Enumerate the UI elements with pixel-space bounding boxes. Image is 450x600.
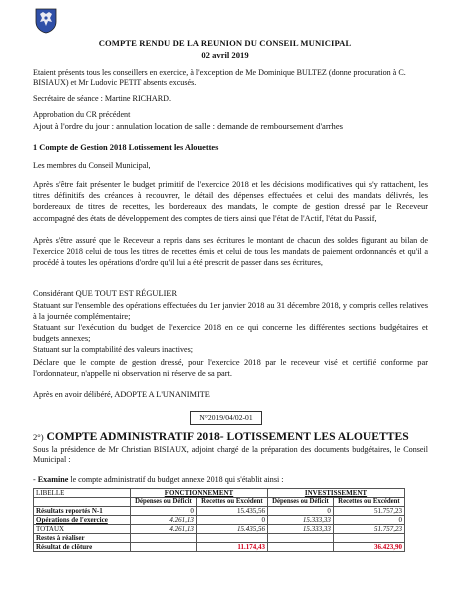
table-row: [34, 543, 405, 552]
cell-fonct-dep: 0: [131, 507, 197, 516]
table-row: [34, 516, 405, 525]
row-label: Opérations de l'exercice: [34, 516, 131, 525]
section1-intro: Les membres du Conseil Municipal,: [33, 161, 151, 170]
cell-fonct-dep: [131, 543, 197, 552]
cell-fonct-rec: 15.435,56: [196, 525, 267, 534]
cell-invest-rec: [333, 534, 404, 543]
cell-invest-dep: 0: [267, 507, 333, 516]
cell-fonct-rec: [196, 534, 267, 543]
cell-invest-dep: 15.333,33: [267, 516, 333, 525]
agenda-addition-text: : annulation location de salle : demande de remboursement d'arrhes: [109, 121, 343, 131]
cell-fonct-dep: 4.261,13: [131, 525, 197, 534]
table-row: [34, 525, 405, 534]
subheader-invest-recettes: Recettes ou Excédent: [333, 498, 404, 507]
subheader-invest-depenses: Dépenses ou Déficit: [267, 498, 333, 507]
agenda-addition-label: Ajout à l'ordre du jour: [33, 121, 110, 131]
section1-para6: Statuant sur la comptabilité des valeurs inactives;: [33, 345, 194, 354]
budget-table: [33, 488, 405, 552]
section1-title: 1 Compte de Gestion 2018 Lotissement les Alouettes: [33, 143, 219, 152]
cell-invest-dep: [267, 534, 333, 543]
document-title: [0, 38, 450, 48]
section1-para5: Statuant sur l'exécution du budget de l'exercice 2018 en ce qui concerne les différentes sections budgétaires et budgets annexes;: [33, 323, 428, 343]
cell-fonct-rec: 15.435,56: [196, 507, 267, 516]
subheader-fonct-recettes: Recettes ou Excédent: [196, 498, 267, 507]
section2-examine-line: [33, 475, 422, 485]
cell-invest-rec: 51.757,23: [333, 525, 404, 534]
row-label: Résultats reportés N-1: [34, 507, 131, 516]
cell-invest-rec: 36.423,90: [333, 543, 404, 552]
subheader-empty: [34, 498, 131, 507]
cell-fonct-dep: [131, 534, 197, 543]
header-libelle: LIBELLE: [34, 489, 131, 498]
section1-para1: Après s'être fait présenter le budget primitif de l'exercice 2018 et les décisions modificatives qui s'y rattachent, les titres définitifs des créances à recouvrer, le détail des dépenses effectuées et celui des mandats délivrés, les bordereaux de titres de recettes, les bordereaux des mandats, le compte de gestion dressé par le Receveur accompagné des états de développement des comptes de tiers ainsi que l'état de l'Actif, l'état du Passif,: [33, 180, 428, 223]
subheader-fonct-depenses: Dépenses ou Déficit: [131, 498, 197, 507]
cell-invest-rec: 51.757,23: [333, 507, 404, 516]
section1-para7: Déclare que le compte de gestion dressé, pour l'exercice 2018 par le receveur visé et certifié conforme par l'ordonnateur, n'appelle ni observation ni réserve de sa part.: [33, 358, 428, 378]
decision-number: N°2019/04/02-01: [190, 411, 262, 425]
table-row: [34, 507, 405, 516]
section1-vote: Après en avoir délibéré, ADOPTE A L'UNANIMITE: [33, 390, 210, 399]
agenda-addition-line: [33, 121, 422, 131]
cell-invest-rec: 0: [333, 516, 404, 525]
row-label: TOTAUX: [34, 525, 131, 534]
cell-fonct-rec: 0: [196, 516, 267, 525]
row-label: Résultat de clôture: [34, 543, 131, 552]
section1-para3: Considérant QUE TOUT EST RÉGULIER: [33, 289, 178, 298]
header-investissement: INVESTISSEMENT: [267, 489, 404, 498]
table-row: [34, 534, 405, 543]
row-label: Restes à réaliser: [34, 534, 131, 543]
examine-bold: Examine: [37, 475, 69, 484]
meeting-date: 02 avril 2019: [201, 50, 249, 60]
section2-title: [33, 430, 430, 444]
municipal-crest-icon: [35, 8, 57, 34]
section1-para2: Après s'être assuré que le Receveur a repris dans ses écritures le montant de chacun des soldes figurant au bilan de l'exercice 2018 celui de tous les titres de recettes émis et celui de tous les mandats de paiement ordonnancés et qu'il a procédé à toutes les opérations d'ordre qu'il lui a été prescrit de passer dans ses écritures,: [33, 236, 428, 267]
attendance-paragraph: [33, 67, 422, 89]
table-header-row: [34, 489, 405, 498]
examine-prefix: -: [33, 475, 38, 484]
attendance-text-1: Etaient présents tous les conseillers en exercice, à l': [33, 68, 200, 77]
cell-invest-dep: [267, 543, 333, 552]
approval-line: Approbation du CR précédent: [33, 110, 131, 119]
cell-invest-dep: 15.333,33: [267, 525, 333, 534]
title-strong: CONSEIL MUNICIPAL: [259, 38, 352, 48]
section2-number: 2°): [33, 432, 44, 442]
section1-para4: Statuant sur l'ensemble des opérations effectuées du 1er janvier 2018 au 31 décembre 2018, y compris celles relatives à la journée complémentaire;: [33, 301, 428, 321]
title-prefix: COMPTE RENDU DE LA REUNION DU: [98, 38, 260, 48]
section2-intro: Sous la présidence de Mr Christian BISIAUX, adjoint chargé de la préparation des documents budgétaires, le Conseil Municipal :: [33, 445, 428, 465]
secretary-line: Secrétaire de séance : Martine RICHARD.: [33, 94, 171, 103]
cell-fonct-rec: 11.174,43: [196, 543, 267, 552]
examine-rest: le compte administratif du budget annexe 2018 qui s'établit ainsi :: [68, 475, 284, 484]
cell-fonct-dep: 4.261,13: [131, 516, 197, 525]
attendance-text-3: Me Dominique BULTEZ (donne procuration à C. BISIAUX) et Mr Ludovic PETIT absents excusés.: [33, 68, 406, 88]
header-fonctionnement: FONCTIONNEMENT: [131, 489, 268, 498]
table-subheader-row: [34, 498, 405, 507]
attendance-text-2: exception de: [199, 67, 244, 77]
section2-title-text: COMPTE ADMINISTRATIF 2018- LOTISSEMENT LES ALOUETTES: [46, 430, 409, 443]
